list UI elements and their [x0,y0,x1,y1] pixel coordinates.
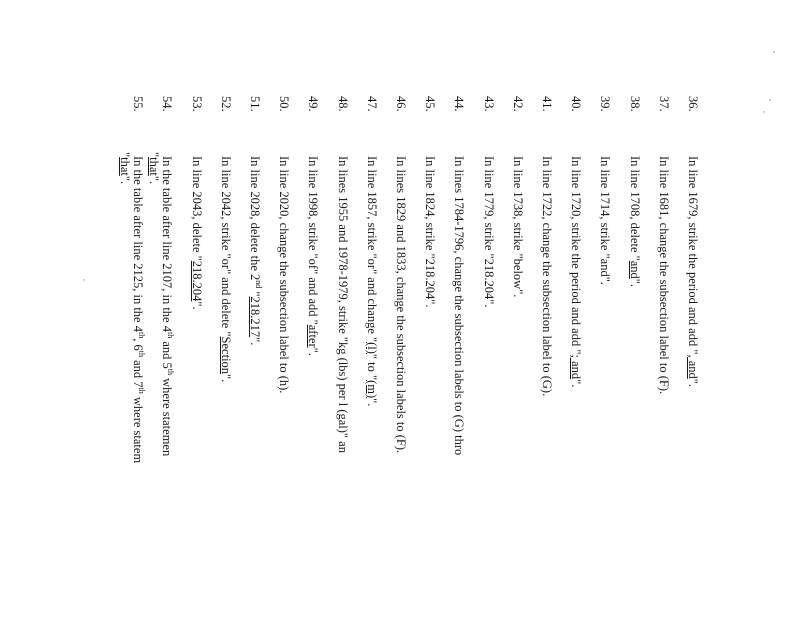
underlined-text: (l) [364,342,379,354]
underlined-text: (m) [364,380,379,399]
item-text: In lines 1829 and 1833, change the subsection labels to (F). [394,156,408,454]
item-text: In line 1720, strike the period and add "; and". [569,156,584,388]
item-text: In line 1738, strike "below". [510,156,525,298]
item-number: 51. [248,96,262,112]
item-number: 36. [686,96,700,112]
item-number: 39. [598,96,613,112]
item-text: In line 1779, strike "218.204". [481,156,496,308]
item-text: In line 1708, delete "and". [627,156,642,288]
underlined-text: Section [218,336,233,375]
item-text: In line 1998, strike "of" and add "after". [306,156,321,356]
item-text: In line 1714, strike "and". [598,156,613,285]
item-text: In line 1679, strike the period and add ", and". [686,156,700,388]
item-text: In lines 1784-1796, change the subsection labels to (G) thro [452,156,467,456]
item-number: 47. [364,96,379,112]
ordinal-superscript: nd [254,280,264,289]
underlined-text: after [306,324,321,348]
item-number: 46. [394,96,408,112]
underlined-text: and [627,260,642,279]
ordinal-superscript: th [166,331,176,339]
item-text: In the table after line 2107, in the 4th and 5th where statemen [160,156,176,457]
underlined-text: 218.217 [248,296,262,338]
item-text: In line 2020, change the subsection label to (h). [277,156,292,394]
item-number: 54. [160,96,175,112]
item-number: 38. [627,96,642,112]
underlined-text: that [118,157,133,176]
item-text: In line 1722, change the subsection label to (G). [540,156,554,397]
underlined-text: that [147,157,162,176]
item-number: 55. [131,96,146,112]
item-text: In line 2042, strike "or" and delete "Section". [218,156,233,383]
item-number: 48. [335,96,350,112]
item-number: 50. [277,96,292,112]
item-number: 44. [452,96,467,112]
ordinal-superscript: th [137,350,147,357]
underlined-text: , and [686,354,700,379]
item-text: In lines 1955 and 1978-1979, strike "kg (lbs) per l (gal)" an [335,156,350,453]
item-number: 45. [423,96,438,112]
underlined-text: ; and [569,354,584,380]
item-number: 42. [510,96,525,112]
item-number: 52. [218,96,233,112]
item-number: 53. [189,96,204,112]
item-text: In the table after line 2125, in the 4th, 6th and 7th where statem [131,156,147,464]
item-text: In line 1857, strike "or" and change "(l)" to "(m)". [364,156,379,407]
item-text: In line 2043, delete "218.204". [189,156,204,310]
item-number: 40. [569,96,584,112]
item-number: 37. [656,96,671,112]
ordinal-superscript: th [137,387,147,394]
item-number: 49. [306,96,321,112]
item-number: 43. [481,96,496,112]
item-text: In line 2028, delete the 2nd "218.217". [248,156,264,346]
item-text: In line 1824, strike "218.204". [423,156,438,308]
ordinal-superscript: th [137,331,147,339]
item-text-continuation: "that". [147,152,162,185]
underlined-text: 218.204 [189,260,204,302]
item-text-continuation: "that". [118,152,133,185]
ordinal-superscript: th [166,368,176,376]
item-number: 41. [540,96,554,112]
item-text: In line 1681, change the subsection label to (F). [656,156,671,395]
